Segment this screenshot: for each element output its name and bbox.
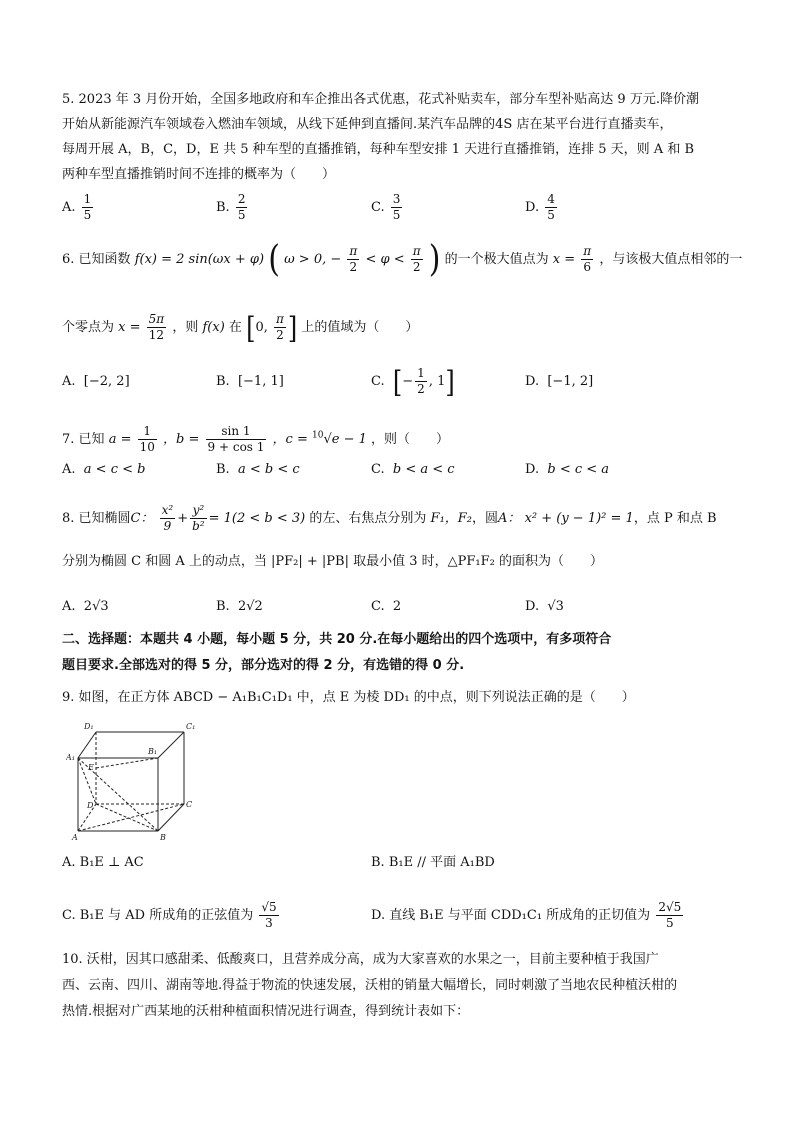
q6-line-1: [62, 237, 743, 280]
label-c: C: [186, 800, 193, 809]
root-index: 10: [312, 430, 324, 441]
fraction: [160, 503, 176, 534]
label-a1: A₁: [66, 753, 75, 762]
q10-line-1: 10. 沃柑，因其口感甜柔、低酸爽口，且营养成分高，成为大家喜欢的水果之一，目前主要种植于我国广: [62, 952, 659, 967]
option-label: B.: [216, 374, 230, 389]
q6-text: 在: [228, 320, 242, 335]
q6-line-2: [62, 312, 418, 343]
denominator: 9: [163, 519, 172, 533]
fraction: [190, 503, 207, 534]
left-bracket: [: [246, 310, 256, 345]
denominator: 5: [665, 916, 674, 930]
option-label: A.: [62, 462, 76, 477]
q8-option-a: [62, 597, 109, 617]
denominator: 2: [412, 260, 421, 274]
numerator: x²: [161, 503, 174, 517]
numerator: π: [583, 244, 592, 258]
q6-phi-range: < φ <: [365, 252, 409, 267]
label-d1: D₁: [84, 722, 94, 731]
q5-option-a: [62, 192, 95, 223]
q8-circle-name: A：: [498, 511, 521, 526]
label-a: A: [72, 833, 78, 842]
option-value: 2√2: [237, 599, 263, 614]
fraction: [236, 192, 248, 223]
q6-option-b: [216, 372, 284, 392]
q5-option-c: [371, 192, 404, 223]
q8-line-2: 分别为椭圆 C 和圆 A 上的动点，当 |PF₂| + |PB| 取最小值 3 时，△PF₁F₂ 的面积为（ ）: [62, 554, 603, 569]
fraction: [347, 244, 359, 275]
q6-interval-start: 0,: [255, 320, 268, 335]
denominator: 3: [265, 916, 273, 930]
option-text: D. 直线 B₁E 与平面 CDD₁C₁ 所成角的正切值为: [371, 908, 651, 923]
q5-line-2: 开始从新能源汽车领域卷入燃油车领域，从线下延伸到直播间.某汽车品牌的4S 店在某平台进行直播卖车，: [62, 117, 673, 132]
numerator: π: [349, 244, 358, 258]
q8-text: 的左、右焦点分别为: [309, 511, 427, 526]
q8-option-d: [525, 597, 564, 617]
option-label: C.: [371, 462, 385, 477]
q7-option-b: [216, 460, 300, 480]
right-bracket: ]: [445, 364, 455, 399]
fraction: [147, 312, 167, 343]
edge-bc: [158, 804, 184, 831]
option-value: b < a < c: [392, 462, 455, 477]
denominator: 9 + cos 1: [207, 440, 265, 454]
q7-option-d: [525, 460, 609, 480]
right-paren: ): [428, 237, 441, 280]
q6-option-a: [62, 372, 130, 392]
option-tail: , 1: [428, 374, 446, 389]
q6-option-c: [371, 366, 455, 397]
fraction: [82, 192, 94, 223]
option-label: C.: [371, 599, 385, 614]
q5-line-4: 两种车型直播推销时间不连排的概率为（ ）: [62, 167, 336, 182]
option-label: A.: [62, 599, 76, 614]
option-label: B.: [216, 599, 230, 614]
option-text: C. B₁E 与 AD 所成角的正弦值为: [62, 908, 254, 923]
q6-x-eq: x =: [118, 320, 141, 335]
q8-foci: F₁，F₂: [430, 511, 473, 526]
q10-line-2: 西、云南、四川、湖南等地.得益于物流的快速发展，沃柑的销量大幅增长，同时刺激了当地农民种植沃柑的: [62, 978, 678, 993]
edge-b1c1: [158, 732, 184, 758]
q9-option-b: B. B₁E // 平面 A₁BD: [371, 855, 495, 870]
option-value: [−2, 2]: [83, 374, 130, 389]
numerator: π: [412, 244, 421, 258]
option-label: B.: [216, 462, 230, 477]
q7-a: a =: [108, 432, 132, 447]
option-label: C.: [371, 200, 385, 215]
q6-text: 上的值域为（ ）: [301, 320, 419, 335]
option-label: D.: [525, 374, 540, 389]
option-label: A.: [62, 374, 76, 389]
q10-line-3: 热情.根据对广西某地的沃柑种植面积情况进行调查，得到统计表如下：: [62, 1004, 470, 1019]
denominator: 12: [148, 328, 165, 342]
fraction: [656, 900, 683, 931]
q8-circle-equation: x² + (y − 1)² = 1: [524, 511, 634, 526]
q6-tail: ，与该极大值点相邻的一: [599, 252, 743, 267]
denominator: 5: [547, 208, 555, 222]
segment-eb1: [96, 758, 158, 768]
right-bracket: ]: [287, 310, 298, 345]
label-b1: B₁: [148, 747, 158, 756]
option-label: B.: [216, 200, 230, 215]
fraction: [259, 900, 278, 931]
q7-prefix: 7. 已知: [62, 432, 105, 447]
q7-c: ，c =: [272, 432, 308, 447]
numerator: sin 1: [206, 424, 267, 440]
numerator: √5: [261, 900, 277, 914]
label-b: B: [160, 833, 166, 842]
fraction: [206, 424, 267, 455]
q6-fx: f(x): [202, 320, 225, 335]
numerator: 2√5: [658, 900, 682, 914]
numerator: 1: [417, 366, 425, 380]
fraction: [545, 192, 557, 223]
q9-stem: 9. 如图，在正方体 ABCD − A₁B₁C₁D₁ 中，点 E 为棱 DD₁ 的中点，则下列说法正确的是（ ）: [62, 690, 635, 705]
fraction: [391, 192, 403, 223]
q6-text: 的一个极大值点为: [444, 252, 549, 267]
option-value: a < c < b: [83, 462, 146, 477]
q6-condition: ω > 0, −: [284, 252, 342, 267]
q8-text: ，圆: [472, 511, 499, 526]
denominator: 5: [83, 208, 92, 222]
q8-option-c: [371, 597, 401, 617]
denominator: 5: [237, 208, 246, 222]
q6-prefix: 6. 已知函数: [62, 252, 131, 267]
q5-line-1: 5. 2023 年 3 月份开始，全国多地政府和车企推出各式优惠，花式补贴卖车，部分车型补贴高达 9 万元.降价潮: [62, 92, 699, 107]
q6-text: 个零点为: [62, 320, 115, 335]
q8-prefix: 8. 已知椭圆: [62, 511, 131, 526]
fraction: [138, 424, 157, 455]
fraction: [411, 244, 423, 275]
left-paren: (: [268, 237, 280, 280]
option-label: C.: [371, 374, 385, 389]
option-label: D.: [525, 599, 540, 614]
fraction: [581, 244, 593, 275]
section-2-heading-line-2: 题目要求.全部选对的得 5 分，部分选对的得 2 分，有选错的得 0 分.: [62, 658, 465, 673]
edge-a1d1: [78, 732, 96, 758]
q9-option-d: [371, 900, 685, 931]
q7-option-c: [371, 460, 455, 480]
q9-option-c: [62, 900, 281, 931]
option-value: [−1, 2]: [547, 374, 594, 389]
denominator: 2: [276, 328, 284, 342]
numerator: y²: [190, 503, 207, 519]
label-e: E: [88, 763, 94, 772]
section-2-heading-line-1: 二、选择题：本题共 4 小题，每小题 5 分，共 20 分.在每小题给出的四个选项中，有多项符合: [62, 632, 612, 647]
denominator: 5: [392, 208, 401, 222]
q5-line-3: 每周开展 A，B，C，D，E 共 5 种车型的直播推销，每种车型安排 1 天进行直播推销，连排 5 天，则 A 和 B: [62, 142, 695, 157]
option-label: A.: [62, 200, 76, 215]
option-label: D.: [525, 200, 540, 215]
fraction: [415, 366, 427, 397]
q8-line-1: 8. 已知椭圆C： $\frac{\text{x²}}{9}$ + $\frac{\text{y²}}{\text{b²}}$ = 1(2 < b < 3) 的左、右焦点分别为 F₁，F₂，圆A： x² + (y − 1)² = 1，点 P 和点 B: [62, 503, 717, 533]
q6-function: f(x) = 2 sin(ωx + φ): [134, 252, 265, 267]
numerator: 1: [138, 424, 157, 440]
denominator: b²: [192, 519, 205, 533]
numerator: 3: [392, 192, 401, 206]
minus-sign: −: [402, 374, 414, 389]
q8-tail: ，点 P 和点 B: [633, 511, 717, 526]
denominator: 10: [139, 440, 155, 454]
numerator: π: [276, 312, 284, 326]
q7-line-1: [62, 424, 449, 455]
option-value: b < c < a: [547, 462, 610, 477]
option-value: 2: [392, 599, 402, 614]
q8-condition: = 1(2 < b < 3): [208, 511, 306, 526]
left-bracket: [: [392, 364, 403, 399]
q5-option-d: [525, 192, 559, 223]
diagonal-db: [96, 804, 158, 831]
label-d: D: [87, 801, 94, 810]
numerator: 5π: [148, 312, 165, 326]
numerator: 1: [83, 192, 92, 206]
fraction: [274, 312, 286, 343]
q8-option-b: [216, 597, 263, 617]
q8-ellipse-name: C：: [130, 511, 154, 526]
option-label: D.: [525, 462, 540, 477]
q7-c-value: √e − 1: [323, 432, 367, 447]
q6-text: ，则: [172, 320, 199, 335]
numerator: 4: [547, 192, 555, 206]
q7-suffix: ，则（ ）: [371, 432, 450, 447]
option-value: √3: [547, 599, 564, 614]
numerator: 2: [237, 192, 246, 206]
q9-option-a: A. B₁E ⊥ AC: [62, 855, 144, 870]
label-c1: C₁: [186, 722, 196, 731]
q7-b: ，b =: [163, 432, 200, 447]
q5-option-b: [216, 192, 249, 223]
denominator: 2: [349, 260, 358, 274]
option-value: a < b < c: [237, 462, 300, 477]
q7-option-a: [62, 460, 145, 480]
denominator: 2: [417, 382, 425, 396]
q6-option-d: [525, 372, 593, 392]
option-value: [−1, 1]: [237, 374, 284, 389]
denominator: 6: [583, 260, 592, 274]
option-value: 2√3: [83, 599, 109, 614]
q6-x-eq: x =: [552, 252, 576, 267]
cube-figure: [66, 718, 196, 843]
